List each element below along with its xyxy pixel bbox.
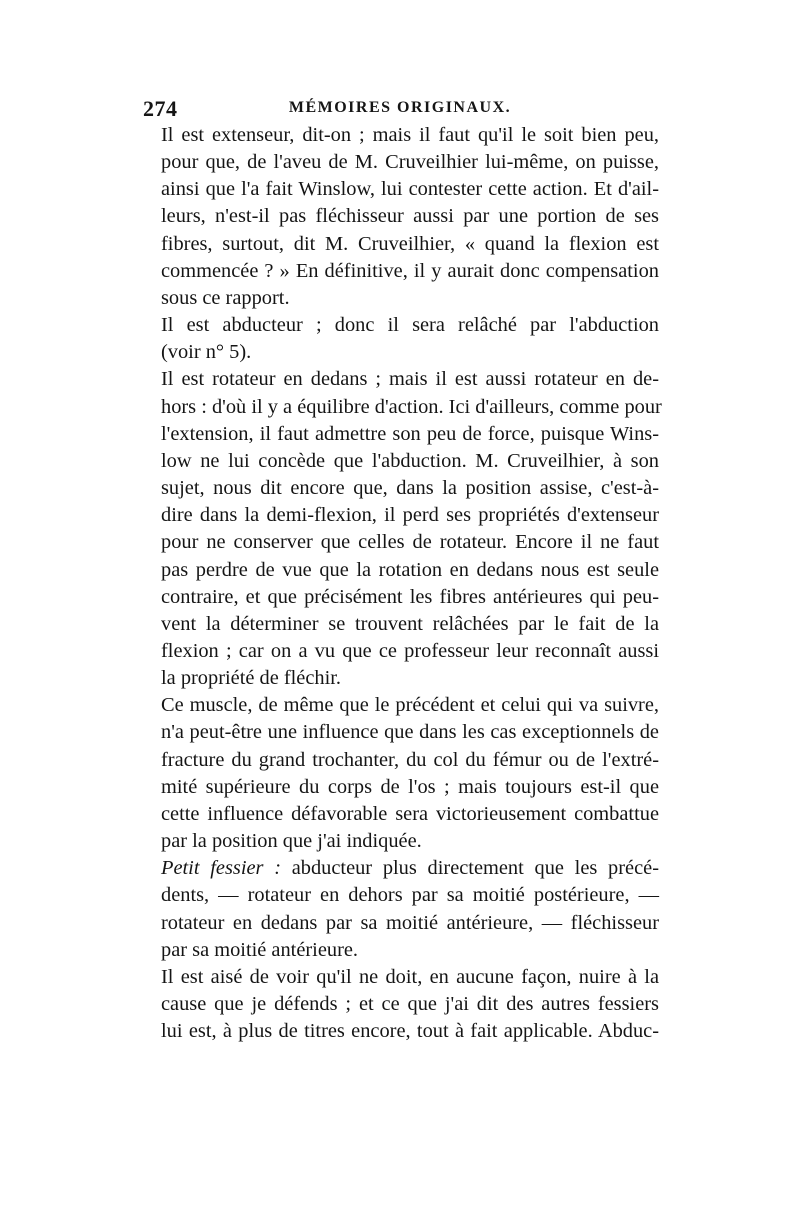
text-line: Il est aisé de voir qu'il ne doit, en aucune façon, nuire à la <box>161 965 659 988</box>
text-line: sujet, nous dit encore que, dans la position assise, c'est-à- <box>161 477 659 500</box>
text-line: vent la déterminer se trouvent relâchées par le fait de la <box>161 612 659 635</box>
text-line: pour que, de l'aveu de M. Cruveilhier lui-même, on puisse, <box>161 151 659 174</box>
text-line: par sa moitié antérieure. <box>161 938 359 961</box>
text-line: pas perdre de vue que la rotation en dedans nous est seule <box>161 558 659 581</box>
text-line: ainsi que l'a fait Winslow, lui contester cette action. Et d'ail- <box>161 178 659 201</box>
text-line: lui est, à plus de titres encore, tout à fait applicable. Abduc- <box>161 1020 659 1043</box>
paragraph-petit-fessier <box>141 855 659 964</box>
paragraph-rotator <box>141 366 662 692</box>
text-line: fibres, surtout, dit M. Cruveilhier, « quand la flexion est <box>161 232 659 255</box>
page-number: 274 <box>143 96 178 121</box>
text-line: l'extension, il faut admettre son peu de force, puisque Wins- <box>161 422 659 445</box>
text-line: dents, — rotateur en dehors par sa moitié postérieure, — <box>161 884 659 907</box>
text-line: hors : d'où il y a équilibre d'action. Ici d'ailleurs, comme pour <box>161 395 662 418</box>
text-line: la propriété de fléchir. <box>161 667 342 690</box>
text-line: Il est extenseur, dit-on ; mais il faut qu'il le soit bien peu, <box>161 124 659 146</box>
text-line: Ce muscle, de même que le précédent et celui qui va suivre, <box>161 694 659 717</box>
text-line: flexion ; car on a vu que ce professeur leur reconnaît aussi <box>161 639 659 662</box>
text-line: sous ce rapport. <box>161 286 290 309</box>
text-line: fracture du grand trochanter, du col du fémur ou de l'extré- <box>161 748 659 771</box>
text-line <box>141 855 659 882</box>
text-line: Il est rotateur en dedans ; mais il est aussi rotateur en de- <box>161 368 659 391</box>
body-text <box>141 122 662 1045</box>
text-line: rotateur en dedans par sa moitié antérieure, — fléchisseur <box>161 911 659 934</box>
running-head <box>140 96 660 122</box>
text-line: contraire, et que précisément les fibres antérieures qui peu- <box>161 585 659 608</box>
running-title: MÉMOIRES ORIGINAUX. <box>288 99 512 116</box>
text-line: mité supérieure du corps de l'os ; mais toujours est-il que <box>161 775 659 798</box>
text-line: n'a peut-être une influence que dans les cas exceptionnels de <box>161 721 659 744</box>
text-line: dire dans la demi-flexion, il perd ses propriétés d'extenseur <box>161 504 659 527</box>
section-lead-petit-fessier: Petit fessier : <box>161 857 281 880</box>
text-line: commencée ? » En définitive, il y aurait donc compensation <box>161 259 659 282</box>
text-line: (voir n° 5). <box>161 341 252 364</box>
paragraph-abductor <box>141 312 659 366</box>
paragraph-muscle-influence <box>141 692 659 855</box>
text-line: leurs, n'est-il pas fléchisseur aussi par une portion de ses <box>161 205 659 228</box>
text-line: cette influence défavorable sera victorieusement combattue <box>161 802 659 825</box>
paragraph-extensor <box>141 122 659 312</box>
text-fragment: abducteur plus directement que les précé- <box>280 857 659 880</box>
text-line: pour ne conserver que celles de rotateur. Encore il ne faut <box>161 531 659 554</box>
text-line: Il est abducteur ; donc il sera relâché par l'abduction <box>161 314 659 337</box>
text-line: cause que je défends ; et ce que j'ai dit des autres fessiers <box>161 993 659 1015</box>
text-line: par la position que j'ai indiquée. <box>161 830 422 853</box>
text-line: low ne lui concède que l'abduction. M. Cruveilhier, à son <box>161 449 659 472</box>
paragraph-conclusion <box>141 964 659 1045</box>
